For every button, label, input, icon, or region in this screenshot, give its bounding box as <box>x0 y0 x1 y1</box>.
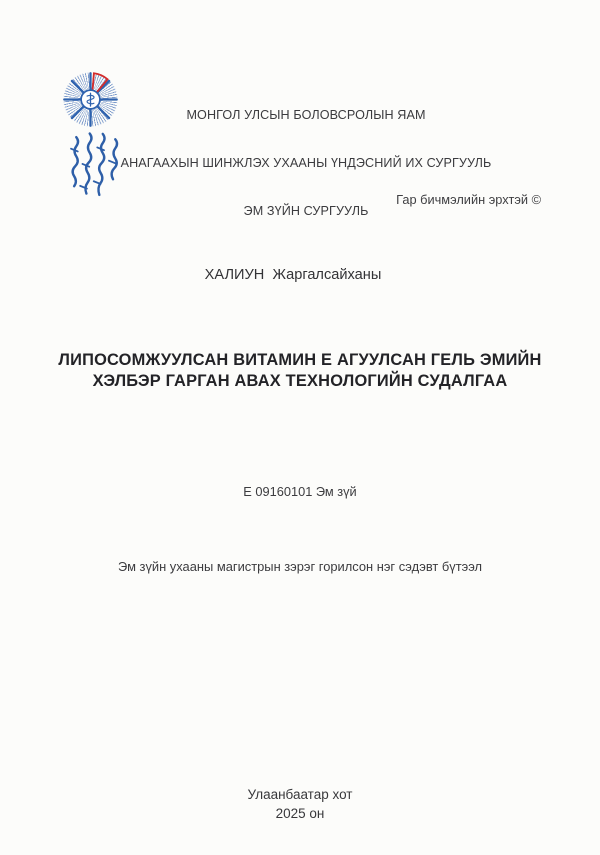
footer-city: Улаанбаатар хот <box>247 787 353 802</box>
thesis-title-line-2: ХЭЛБЭР ГАРГАН АВАХ ТЕХНОЛОГИЙН СУДАЛГАА <box>92 371 508 390</box>
footer-year: 2025 он <box>275 805 325 821</box>
thesis-title <box>20 350 580 391</box>
university-name: АНАГААХЫН ШИНЖЛЭХ УХААНЫ ҮНДЭСНИЙ ИХ СУРГУУЛЬ <box>120 156 492 170</box>
thesis-title-line-1: ЛИПОСОМЖУУЛСАН ВИТАМИН Е АГУУЛСАН ГЕЛЬ ЭМИЙН <box>58 351 542 369</box>
ministry-name: МОНГОЛ УЛСЫН БОЛОВСРОЛЫН ЯАМ <box>186 108 426 122</box>
author-name: ХАЛИУН Жаргалсайханы <box>204 267 382 283</box>
footer <box>0 786 600 823</box>
program-code: Е 09160101 Эм зүй <box>243 484 357 499</box>
school-name: ЭМ ЗҮЙН СУРГУУЛЬ <box>243 204 369 218</box>
manuscript-rights-note: Гар бичмэлийн эрхтэй © <box>396 192 541 207</box>
thesis-type-line: Эм зүйн ухааны магистрын зэрэг горилсон нэг сэдэвт бүтээл <box>117 559 483 574</box>
organization-header <box>12 75 600 251</box>
